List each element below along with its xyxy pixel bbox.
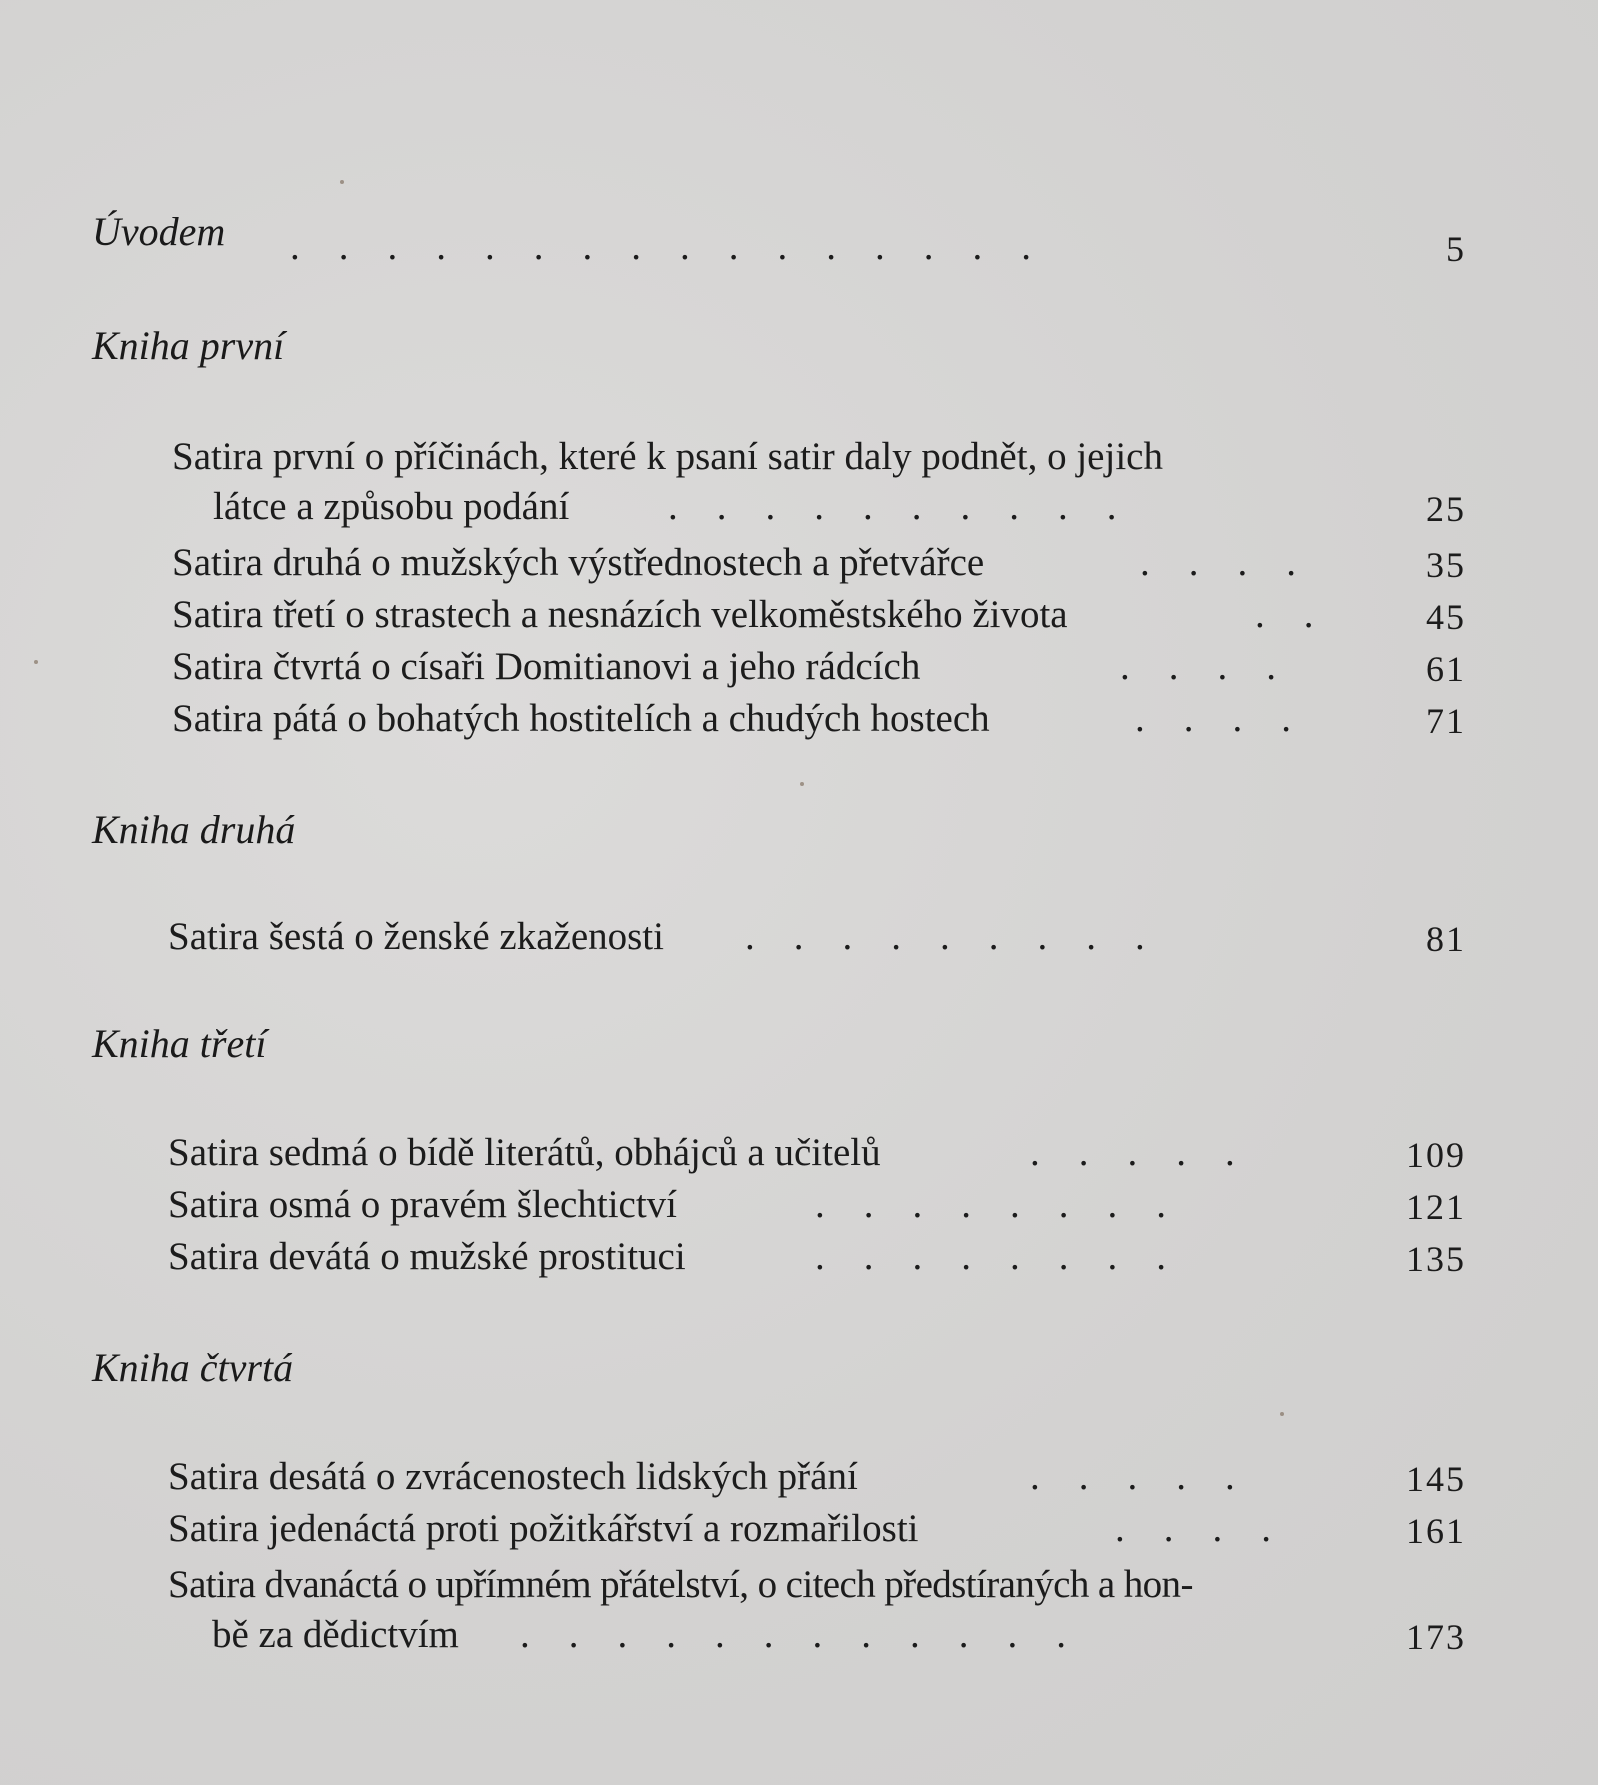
toc-entry[interactable]: [0, 1504, 1598, 1554]
page-number: 5: [1446, 229, 1466, 269]
entry-title: Satira jedenáctá proti požitkářství a rozmařilosti: [168, 1507, 919, 1550]
dot-leader: . . . . .: [1030, 1131, 1235, 1174]
entry-title: Satira první o příčinách, které k psaní satir daly podnět, o jejich: [172, 435, 1163, 478]
dot-leader: . . . . . . . . . . . .: [520, 1613, 1066, 1656]
entry-title: Satira desátá o zvrácenostech lidských přání: [168, 1455, 858, 1498]
dot-leader: . . . . . . . . . . . . . . . .: [290, 225, 1031, 268]
entry-title: Satira sedmá o bídě literátů, obhájců a učitelů: [168, 1131, 881, 1174]
book-title: Kniha druhá: [92, 807, 296, 852]
page-number: 25: [1426, 489, 1466, 529]
book-title: Kniha třetí: [92, 1021, 267, 1066]
entry-title: Satira osmá o pravém šlechtictví: [168, 1183, 678, 1226]
dot-leader: . . . .: [1135, 697, 1291, 740]
toc-entry[interactable]: [0, 1452, 1598, 1502]
dot-leader: . . . . .: [1030, 1455, 1235, 1498]
page-number: 173: [1406, 1617, 1466, 1657]
toc-entry[interactable]: [0, 642, 1598, 692]
entry-title: Satira devátá o mužské prostituci: [168, 1235, 686, 1278]
dot-leader: . . . .: [1115, 1507, 1271, 1550]
page-number: 45: [1426, 597, 1466, 637]
toc-entry[interactable]: [0, 1128, 1598, 1178]
entry-title: Satira dvanáctá o upřímném přátelství, o citech předstíraných a hon-: [168, 1563, 1193, 1606]
entry-title: Satira třetí o strastech a nesnázích velkoměstského života: [172, 593, 1068, 636]
dot-leader: . . . .: [1140, 541, 1296, 584]
entry-title-continued: látce a způsobu podání: [213, 485, 570, 528]
toc-entry[interactable]: [0, 590, 1598, 640]
page-number: 71: [1426, 701, 1466, 741]
paper-speck: [1280, 1412, 1284, 1416]
page-number: 61: [1426, 649, 1466, 689]
dot-leader: . . . . . . . . . .: [668, 485, 1117, 528]
dot-leader: . . . . . . . .: [815, 1235, 1166, 1278]
book-title: Kniha první: [92, 323, 285, 368]
toc-entry[interactable]: [0, 1232, 1598, 1282]
book-title: Kniha čtvrtá: [92, 1345, 294, 1390]
page-number: 135: [1406, 1239, 1466, 1279]
dot-leader: . . . . . . . .: [815, 1183, 1166, 1226]
paper-speck: [34, 660, 38, 664]
entry-title: Satira šestá o ženské zkaženosti: [168, 915, 664, 958]
toc-entry[interactable]: [0, 538, 1598, 588]
toc-entry[interactable]: [0, 912, 1598, 962]
show-through-text: [1441, 55, 1449, 107]
page-number: 145: [1406, 1459, 1466, 1499]
page-number: 81: [1426, 919, 1466, 959]
paper-speck: [800, 782, 804, 786]
intro-entry[interactable]: [0, 222, 1598, 272]
page-number: 109: [1406, 1135, 1466, 1175]
entry-title: Satira čtvrtá o císaři Domitianovi a jeho rádcích: [172, 645, 921, 688]
page-number: 161: [1406, 1511, 1466, 1551]
intro-label: Úvodem: [92, 209, 226, 254]
entry-title: Satira druhá o mužských výstřednostech a přetvářce: [172, 541, 985, 584]
paper-speck: [340, 180, 344, 184]
dot-leader: . .: [1255, 593, 1314, 636]
page-number: 35: [1426, 545, 1466, 585]
toc-entry[interactable]: [0, 694, 1598, 744]
page-number: 121: [1406, 1187, 1466, 1227]
toc-entry[interactable]: [0, 1560, 1598, 1660]
entry-title-continued: bě za dědictvím: [212, 1613, 459, 1656]
dot-leader: . . . .: [1120, 645, 1276, 688]
dot-leader: . . . . . . . . .: [745, 915, 1145, 958]
toc-entry[interactable]: [0, 1180, 1598, 1230]
entry-title: Satira pátá o bohatých hostitelích a chudých hostech: [172, 697, 990, 740]
toc-entry[interactable]: [0, 432, 1598, 532]
